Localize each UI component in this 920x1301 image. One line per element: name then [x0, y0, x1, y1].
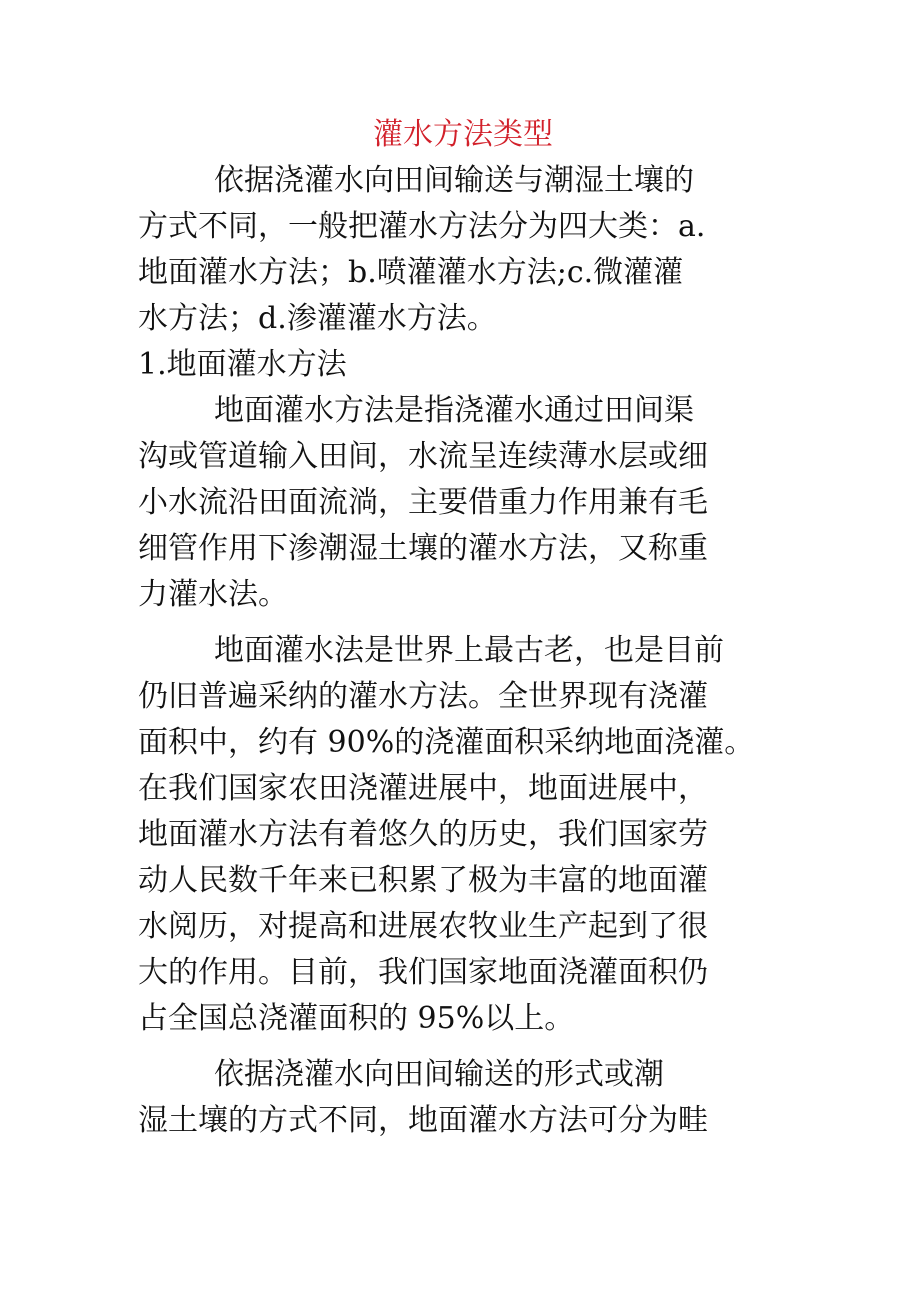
paragraph-line: 水方法；d.渗灌灌水方法。	[138, 301, 497, 336]
paragraph-line: 方式不同，一般把灌水方法分为四大类：a.	[138, 209, 706, 244]
paragraph-line: 地面灌水法是世界上最古老，也是目前	[214, 633, 724, 668]
paragraph-line: 细管作用下渗潮湿土壤的灌水方法，又称重	[138, 531, 708, 566]
paragraph-line: 依据浇灌水向田间输送的形式或潮	[214, 1057, 664, 1092]
document-body	[138, 112, 788, 1144]
paragraph-line: 仍旧普遍采纳的灌水方法。全世界现有浇灌	[138, 679, 708, 714]
paragraph-line: 沟或管道输入田间，水流呈连续薄水层或细	[138, 439, 708, 474]
paragraph-line: 大的作用。目前，我们国家地面浇灌面积仍	[138, 955, 708, 990]
section-heading: 1.地面灌水方法	[138, 347, 347, 382]
paragraph-line: 湿土壤的方式不同，地面灌水方法可分为畦	[138, 1103, 708, 1138]
paragraph-line: 地面灌水方法；b.喷灌灌水方法;c.微灌灌	[138, 255, 684, 290]
paragraph-line: 力灌水法。	[138, 577, 288, 612]
document-title: 灌水方法类型	[373, 117, 553, 152]
paragraph-line: 地面灌水方法是指浇灌水通过田间渠	[214, 393, 694, 428]
paragraph-line: 面积中，约有 90%的浇灌面积采纳地面浇灌。	[138, 725, 755, 760]
paragraph-line: 在我们国家农田浇灌进展中，地面进展中，	[138, 771, 708, 806]
paragraph-line: 动人民数千年来已积累了极为丰富的地面灌	[138, 863, 708, 898]
paragraph-line: 地面灌水方法有着悠久的历史，我们国家劳	[138, 817, 708, 852]
paragraph-line: 小水流沿田面流淌，主要借重力作用兼有毛	[138, 485, 708, 520]
paragraph-line: 水阅历，对提高和进展农牧业生产起到了很	[138, 909, 708, 944]
paragraph-line: 依据浇灌水向田间输送与潮湿土壤的	[214, 163, 694, 198]
paragraph-line: 占全国总浇灌面积的 95%以上。	[138, 1001, 575, 1036]
